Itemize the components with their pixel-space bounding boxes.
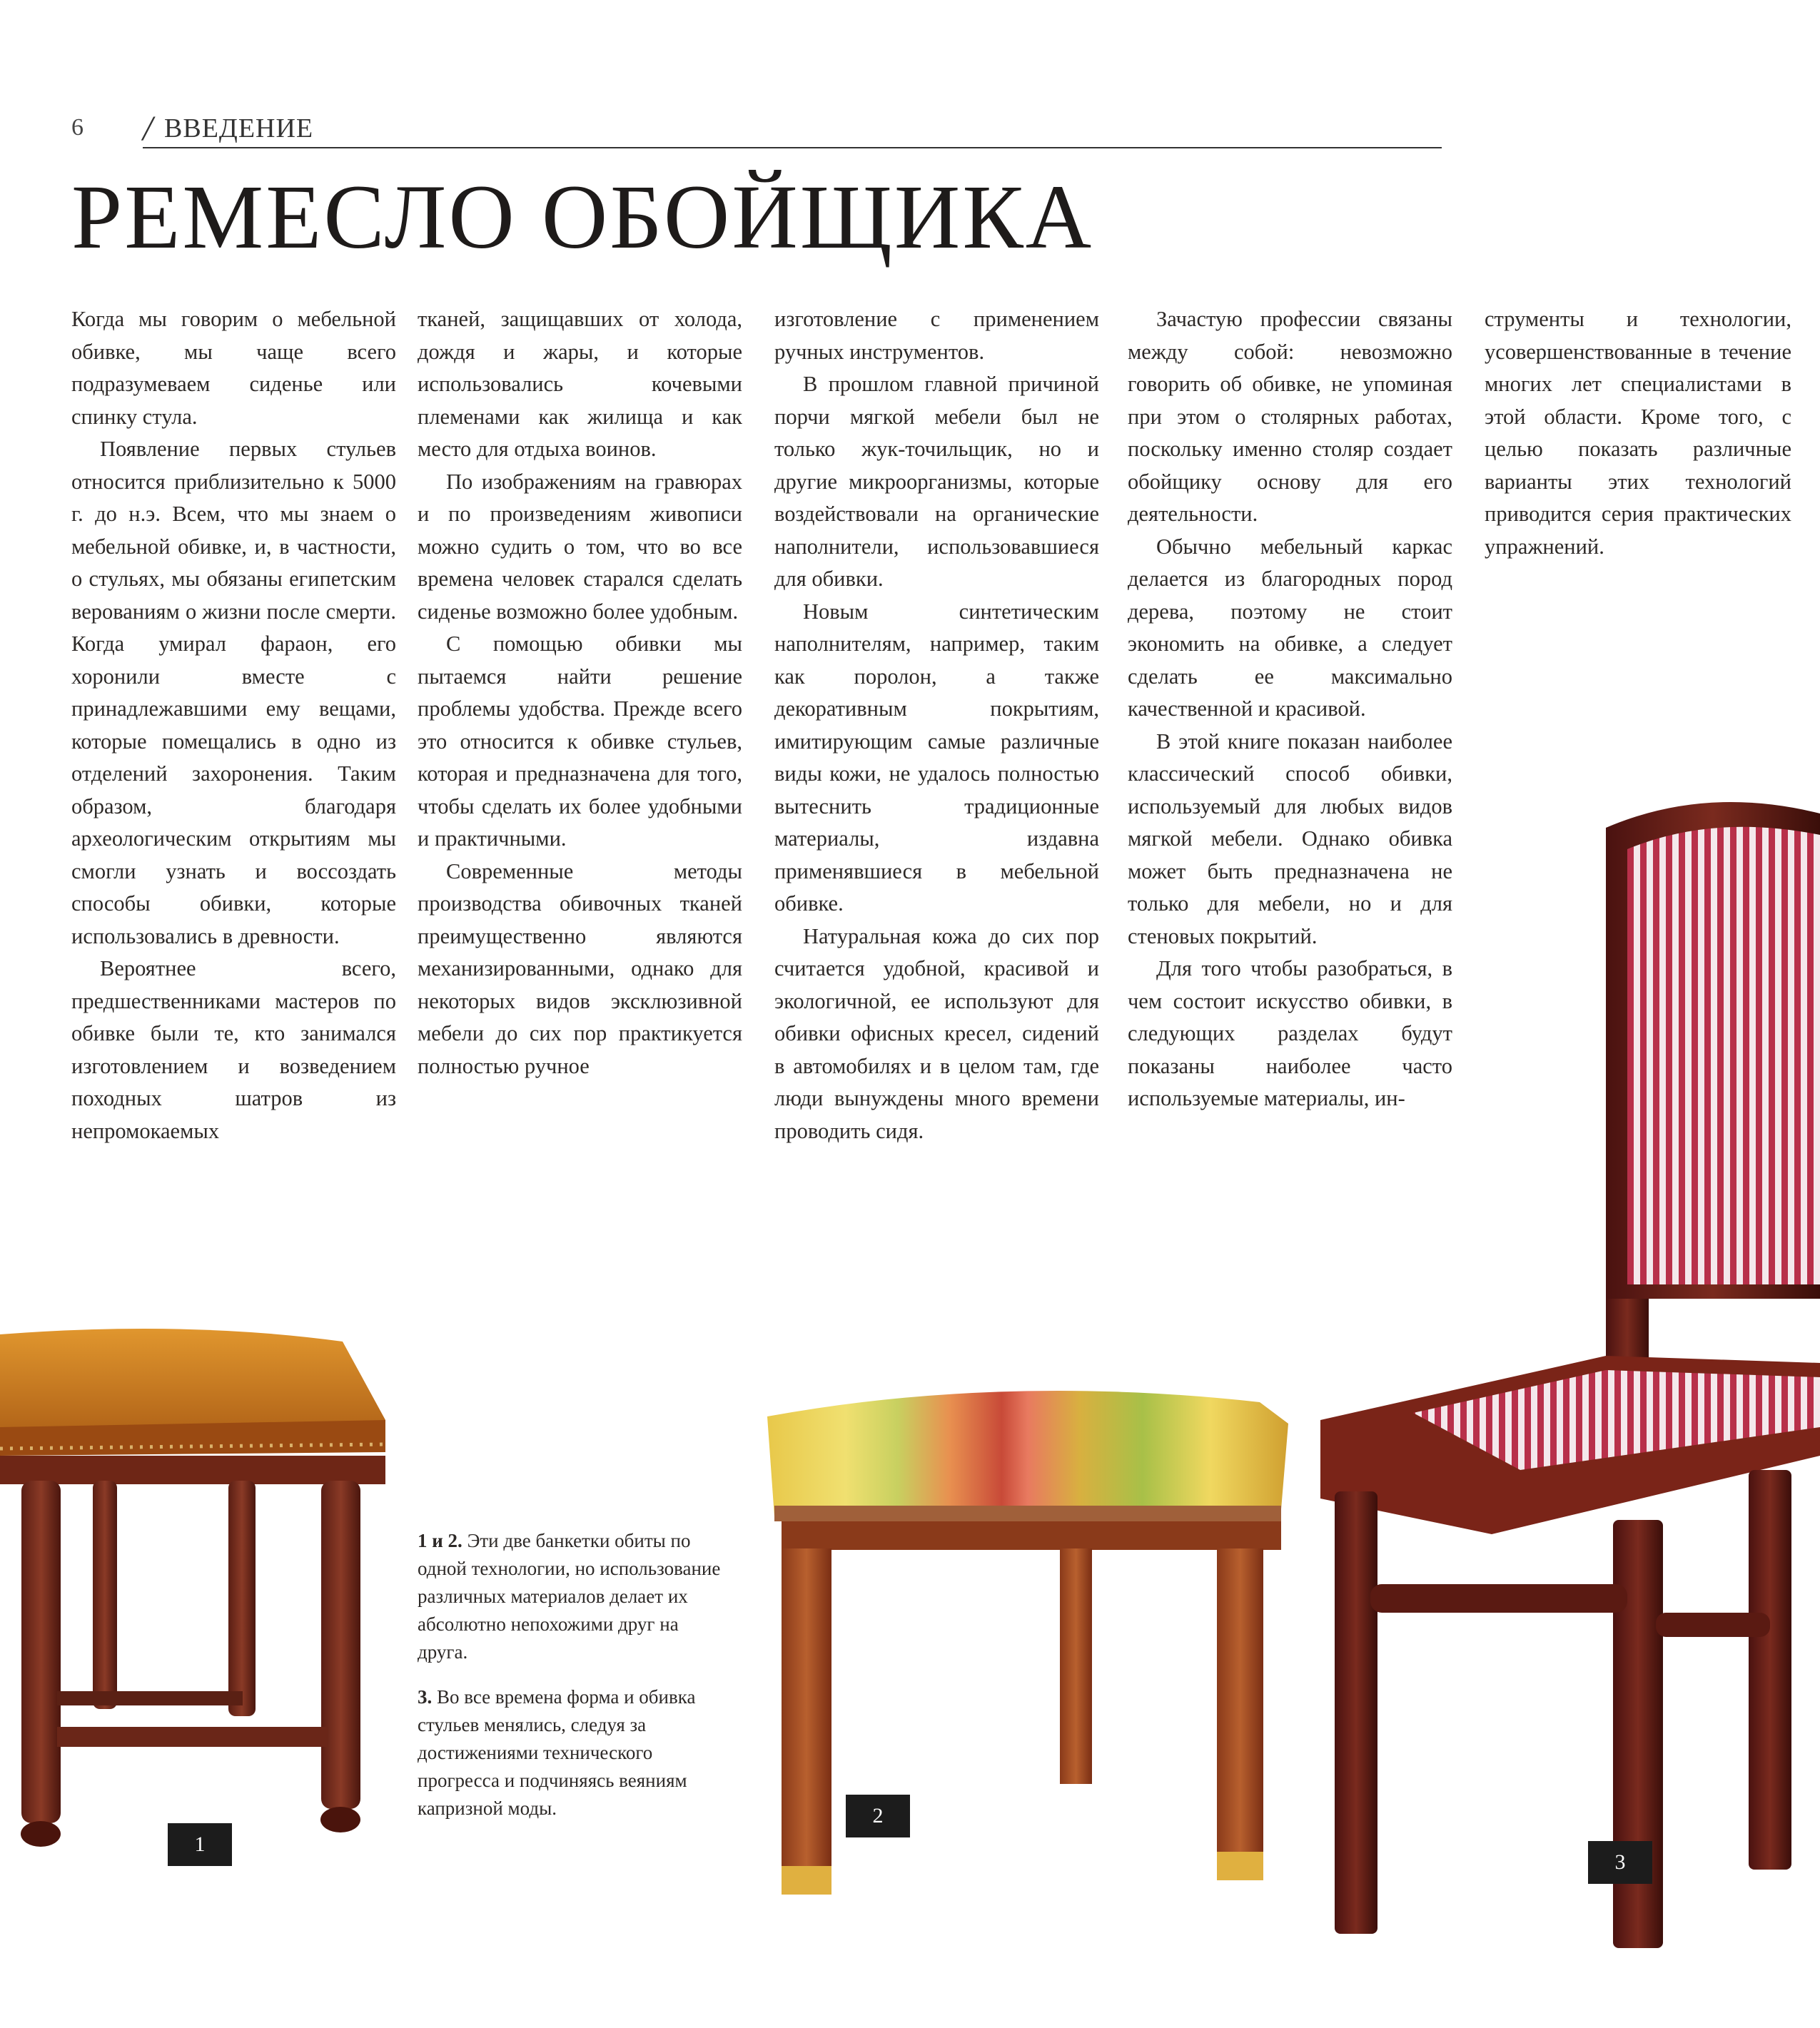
paragraph: С помощью обивки мы пытаемся найти решение проблемы удобства. Прежде всего это относится к обивке стульев, которая и предназначена для того, чтобы сделать их более удобными и практичными. [418, 632, 742, 851]
paragraph: струменты и технологии, усовершенствованные в течение многих лет специалистами в этой области. Кроме того, с целью показать различные варианты этих технологий приводится серия практических упражнений. [1485, 307, 1791, 559]
header-rule [143, 147, 1442, 148]
paragraph: Обычно мебельный каркас делается из благородных пород дерева, поэтому не стоит экономить на обивке, а следует сделать ее максимально качественной и красивой. [1128, 534, 1452, 721]
paragraph: По изображениям на гравюрах и по произведениям живописи можно судить о том, что во все времена человек старался сделать сиденье возможно более удобным. [418, 469, 742, 624]
caption-number: 1 и 2. [418, 1530, 462, 1551]
caption-number: 3. [418, 1686, 433, 1708]
figure-badge-1: 1 [168, 1823, 232, 1866]
photo-captions [418, 1527, 728, 1840]
paragraph: Зачастую профессии связаны между собой: невозможно говорить об обивке, не упоминая при этом о столярных работах, поскольку именно столяр создает обойщику основу для его деятельности. [1128, 307, 1452, 526]
figure-badge-2: 2 [846, 1795, 910, 1837]
section-title: ВВЕДЕНИЕ [164, 113, 314, 143]
page-title: РЕМЕСЛО ОБОЙЩИКА [71, 166, 1094, 268]
stool-striped-photo [760, 1374, 1288, 1902]
stool-leather-photo [0, 1327, 400, 1898]
paragraph: изготовление с применением ручных инструментов. [774, 307, 1099, 364]
paragraph: Вероятнее всего, предшественниками мастеров по обивке были те, кто занимался изготовлением и возведением походных шатров из непромокаемых [71, 956, 396, 1143]
text-column-3 [774, 303, 1099, 1147]
header-slash: / [143, 108, 153, 148]
chair-photo [1306, 785, 1820, 1955]
paragraph: Современные методы производства обивочных тканей преимущественно являются механизированными, однако для некоторых видов эксклюзивной мебели до сих пор практикуется полностью ручное [418, 858, 742, 1078]
paragraph: тканей, защищавших от холода, дождя и жары, и которые использовались кочевыми племенами как жилища и как место для отдыха воинов. [418, 307, 742, 461]
paragraph: Натуральная кожа до сих пор считается удобной, красивой и экологичной, ее используют для обивки офисных кресел, сидений в автомобилях и в целом там, где люди вынуждены много времени проводить сидя. [774, 923, 1099, 1143]
text-column-2 [418, 303, 742, 1083]
paragraph: В прошлом главной причиной порчи мягкой мебели был не только жук-точильщик, но и другие микроорганизмы, которые воздействовали на органические наполнители, использовавшиеся для обивки. [774, 372, 1099, 591]
caption-text: Эти две банкетки обиты по одной технологии, но использование различных материалов делает их абсолютно непохожими друг на друга. [418, 1530, 721, 1663]
text-column-1 [71, 303, 396, 1147]
figure-badge-3: 3 [1588, 1841, 1652, 1884]
paragraph: Для того чтобы разобраться, в чем состоит искусство обивки, в следующих разделах будут показаны наиболее часто используемые материалы, ин- [1128, 956, 1452, 1110]
paragraph: Новым синтетическим наполнителям, например, таким как поролон, а также декоративным покрытиям, имитирующим самые различные виды кожи, не удалось полностью вытеснить традиционные материалы, издавна применявшиеся в мебельной обивке. [774, 599, 1099, 916]
paragraph: Когда мы говорим о мебельной обивке, мы чаще всего подразумеваем сиденье или спинку стула. [71, 307, 396, 429]
running-header [71, 107, 1442, 150]
caption-3 [418, 1683, 728, 1822]
caption-1-2 [418, 1527, 728, 1666]
paragraph: Появление первых стульев относится приблизительно к 5000 г. до н.э. Всем, что мы знаем о мебельной обивке, и, в частности, о стульях, мы обязаны египетским верованиям о жизни после смерти. Когда умирал фараон, его хоронили вместе с принадлежавшими ему вещами, которые помещались в одно из отделений захоронения. Таким образом, благодаря археологическим открытиям мы смогли узнать и воссоздать способы обивки, которые использовались в древности. [71, 437, 396, 948]
text-column-5 [1485, 303, 1791, 563]
paragraph: В этой книге показан наиболее классический способ обивки, используемый для любых видов мягкой мебели. Однако обивка может быть предназначена не только для мебели, но и для стеновых покрытий. [1128, 729, 1452, 948]
page-number: 6 [71, 114, 84, 141]
caption-text: Во все времена форма и обивка стульев менялись, следуя за достижениями технического прогресса и подчиняясь веяниям капризной моды. [418, 1686, 696, 1819]
